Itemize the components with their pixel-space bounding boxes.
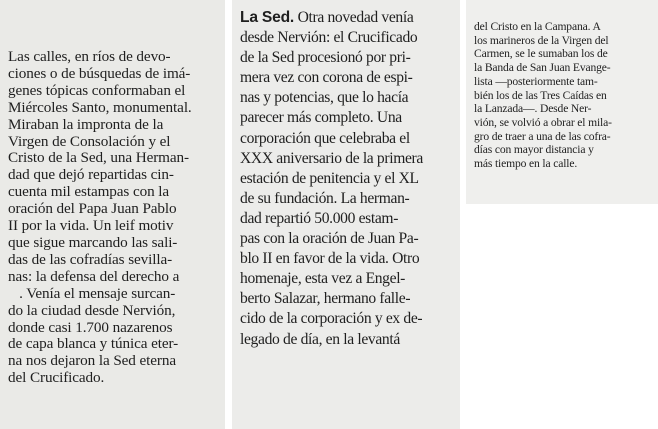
text-line: de la Sed procesionó por pri- [240,49,411,67]
text-line: oración del Papa Juan Pablo [8,200,177,218]
text-line: que sigue marcando las sali- [8,233,178,251]
text-line: do la ciudad desde Nervión, [8,301,176,319]
text-line: na nos dejaron la Sed eterna [8,352,176,370]
text-line: del Crucificado. [8,369,105,387]
text-line: más tiempo en la calle. [474,157,578,171]
text-line: ciones o de búsquedas de imá- [8,64,191,82]
text-line: nas: la defensa del derecho a [8,267,180,285]
text-line: vión, se volvió a obrar el mila- [474,115,612,129]
article-column-right [466,0,658,204]
column-left-text [8,49,219,387]
section-lead: La Sed. [240,9,295,26]
text-line: legado de día, en la levantá [240,330,400,348]
text-line: dad repartió 50.000 estam- [240,209,399,227]
text-line: Carmen, se le sumaban los de [474,47,608,61]
text-line: lista —posteriormente tam- [474,74,598,88]
text-line: Cristo de la Sed, una Herman- [8,149,189,167]
article-column-middle [232,0,460,429]
text-line: Miraban la impronta de la [8,115,164,133]
text-line: donde casi 1.700 nazarenos [8,318,173,336]
text-line: XXX aniversario de la primera [240,149,423,167]
text-line: das de las cofradías sevilla- [8,250,173,268]
article-column-left [0,0,225,429]
text-line: II por la vida. Un leif motiv [8,217,174,235]
text-line: estación de penitencia y el XL [240,169,419,187]
text-line-first [240,8,456,28]
text-line: . Venía el mensaje surcan- [8,284,176,302]
text-line: gro de traer a una de las cofra- [474,129,611,143]
text-line: genes tópicas conformaban el [8,81,186,99]
text-line-first-rest: Otra novedad venía [294,9,414,26]
text-line: los marineros de la Virgen del [474,33,609,47]
text-line: Miércoles Santo, monumental. [8,98,192,116]
text-line: nas y potencias, que lo hacía [240,89,409,107]
text-line: Las calles, en ríos de devo- [8,48,171,65]
text-line: pas con la oración de Juan Pa- [240,230,419,248]
text-line: cuenta mil estampas con la [8,183,170,201]
text-line: la Lanzada—. Desde Ner- [474,102,592,116]
text-line: del Cristo en la Campana. A [474,20,601,33]
text-line: berto Salazar, hermano falle- [240,290,411,308]
text-line: mera vez con corona de espi- [240,69,413,87]
text-line: cido de la corporación y ex de- [240,310,423,328]
column-middle-text [240,8,456,350]
text-line: Virgen de Consolación y el [8,132,171,150]
text-line: homenaje, esta vez a Engel- [240,270,406,288]
text-line: de su fundación. La herman- [240,189,410,207]
text-line: desde Nervión: el Crucificado [240,29,418,47]
text-line: la Banda de San Juan Evange- [474,61,611,75]
text-line: corporación que celebraba el [240,129,410,147]
text-line: de capa blanca y túnica eter- [8,335,179,353]
text-line: dad que dejó repartidas cin- [8,166,174,184]
text-line: blo II en favor de la vida. Otro [240,250,420,268]
column-right-text [474,20,654,171]
text-line: bién los de las Tres Caídas en [474,88,607,102]
text-line: parecer más completo. Una [240,109,402,127]
text-line: días con mayor distancia y [474,143,594,157]
